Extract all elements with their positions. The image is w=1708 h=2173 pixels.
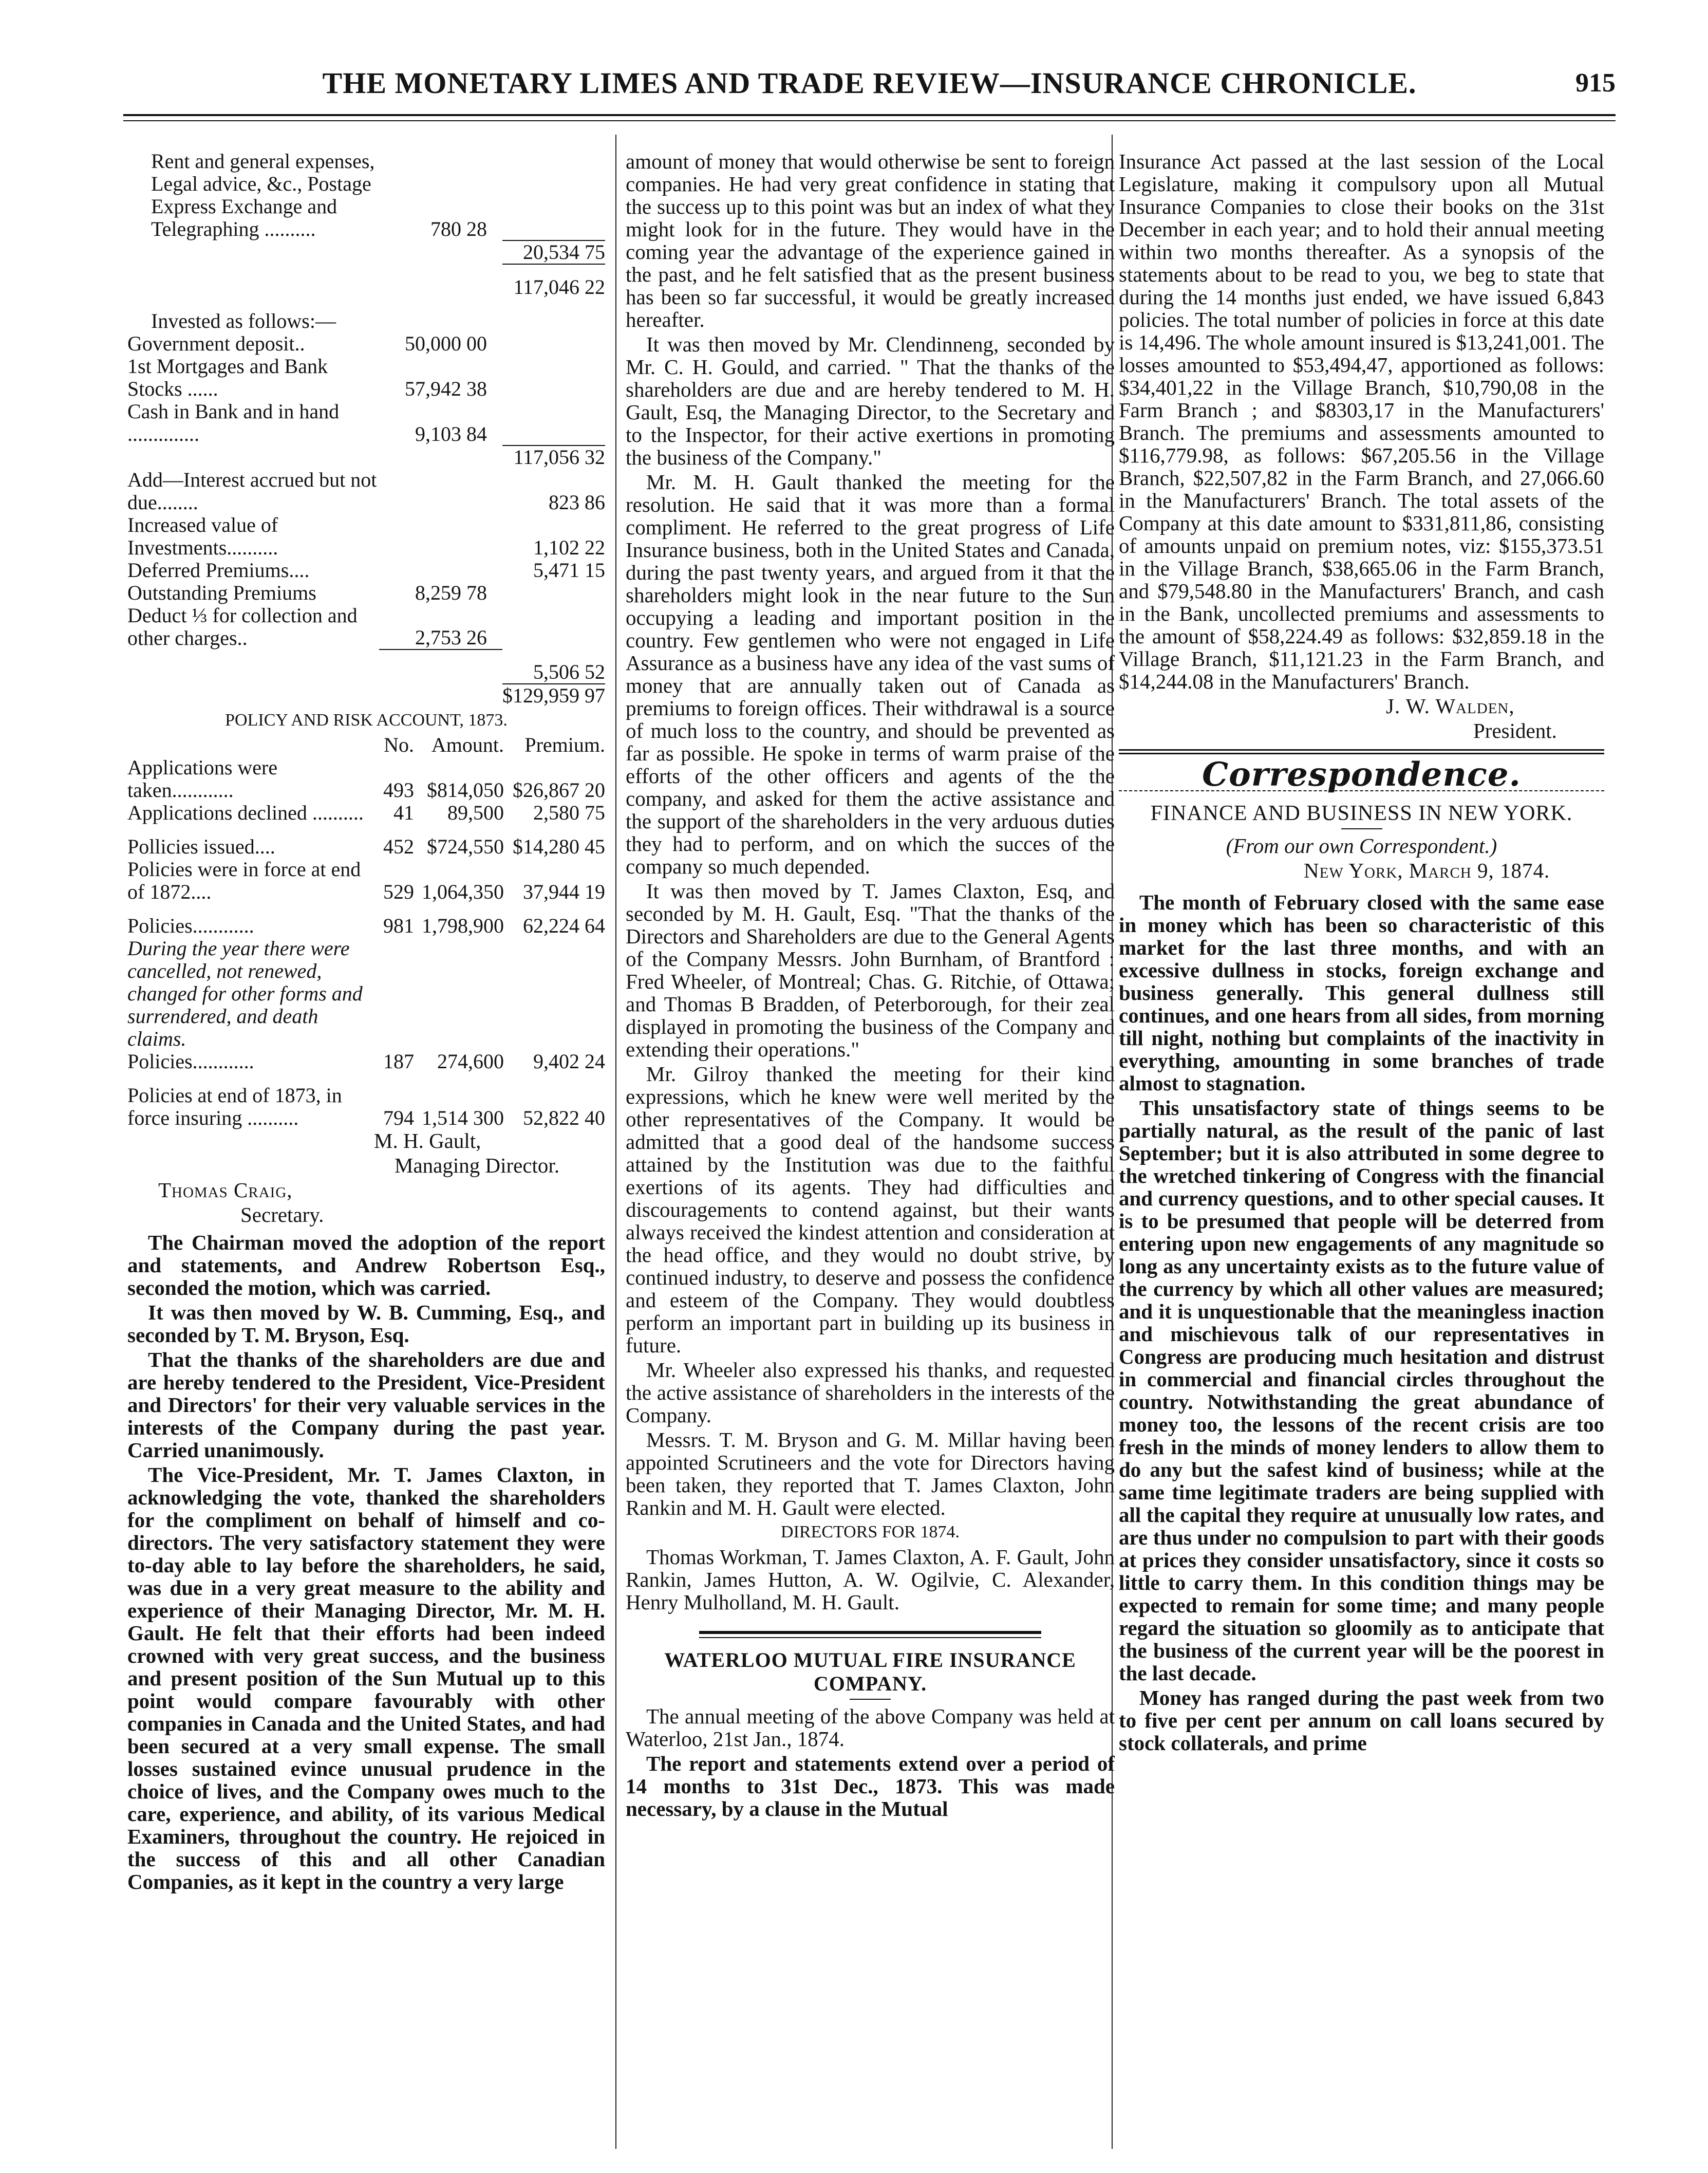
account-amt	[502, 150, 605, 240]
account-row	[127, 514, 605, 559]
account-mid: 8,259 78	[415, 581, 487, 604]
policy-amount: $814,050	[427, 778, 504, 802]
policy-label: Policies............	[127, 914, 254, 937]
accounts-table	[127, 150, 605, 707]
account-label: 1st Mortgages and Bank Stocks ......	[127, 355, 328, 400]
header-rule	[123, 114, 1616, 116]
account-label: Rent and general expenses, Legal advice, &c., Postage Express Exchange and Telegraphing ..........	[151, 150, 375, 240]
paragraph: Money has ranged during the past week from two to five per cent per annum on call loans secured by stock collaterals, and prime	[1119, 1686, 1604, 1755]
account-row	[127, 240, 605, 264]
paragraph: This unsatisfactory state of things seems to be partially natural, as the result of the panic of last September; but it is also attributed in some degree to the wretched tinkering of Congress with the financial and currency questions, and to other special causes. It is to be presumed that people will be deterred from entering upon new engagements of any magnitude so long as any uncertainty exists as to the future value of the currency by which all other values are measured; and it is unquestionable that the meaningless inaction and mischievous talk of our representatives in Congress are producing much hesitation and distrust in commercial and financial circles throughout the country. Notwithstanding the great abundance of money too, the lessons of the recent crisis are too fresh in the minds of money lenders to allow them to do any but the safest kind of business; while at the same time legitimate traders are being supplied with all the capital they require at unusually low rates, and are thus under no compulsion to part with their goods at prices they consider unsatisfactory, since it costs so little to carry them. In this condition things may be expected to remain for some time; and many people regard the situation so gloomily as to anticipate that the business of the current year will be the poorest in the last decade.	[1119, 1096, 1604, 1685]
paragraph: The report and statements extend over a period of 14 months to 31st Dec., 1873. This was made necessary, by a clause in the Mutual	[626, 1752, 1115, 1821]
column-3	[1119, 150, 1604, 2149]
paragraph: It was then moved by Mr. Clendinneng, seconded by Mr. C. H. Gould, and carried. " That the thanks of the shareholders are due and are hereby tendered to M. H. Gault, Esq, the Managing Director, to the Secretary and to the Inspector, for their active exertions in promoting the business of the Company."	[626, 332, 1115, 469]
policy-label: Policies at end of 1873, in force insuring ..........	[127, 1084, 342, 1129]
account-row	[127, 150, 605, 240]
policy-premium: $26,867 20	[513, 778, 605, 802]
account-mid: 2,753 26	[379, 604, 502, 649]
directors-list: Thomas Workman, T. James Claxton, A. F. Gault, John Rankin, James Hutton, A. W. Ogilvie, C. Alexander, Henry Mulholland, M. H. Gault.	[626, 1545, 1115, 1614]
account-row	[127, 264, 605, 299]
policy-label: Applications declined ..........	[127, 801, 364, 824]
column-2	[626, 150, 1115, 2149]
policy-amount: 89,500	[447, 801, 504, 824]
policy-label: Applications were taken............	[127, 756, 278, 802]
policy-no: 493	[383, 778, 414, 802]
walden-signature: J. W. Walden,	[1386, 694, 1515, 718]
policy-row	[127, 937, 605, 1050]
paragraph: The Chairman moved the adoption of the report and statements, and Andrew Robertson Esq., seconded the motion, which was carried.	[127, 1231, 605, 1299]
paragraph: It was then moved by T. James Claxton, Esq, and seconded by M. H. Gault, Esq. "That the thanks of the Directors and Shareholders are due to the General Agents of the Company Messrs. John Burnham, of Brantford : Fred Wheeler, of Montreal; Chas. G. Ritchie, of Ottawa; and Thomas B Bradden, of Peterborough, for their zeal displayed in promoting the business of the Company and extending their operations."	[626, 879, 1115, 1061]
account-amt: 5,506 52	[533, 660, 605, 683]
policy-premium: 52,822 40	[523, 1106, 605, 1129]
paragraph: Messrs. T. M. Bryson and G. M. Millar having been appointed Scrutineers and the vote for Directors having been taken, they reported that T. James Claxton, John Rankin and M. H. Gault were elected.	[626, 1428, 1115, 1519]
correspondence-heading: Correspondence.	[1202, 755, 1521, 794]
account-row	[127, 604, 605, 649]
paragraph: It was then moved by W. B. Cumming, Esq., and seconded by T. M. Bryson, Esq.	[127, 1301, 605, 1347]
policy-no: 529	[383, 880, 414, 903]
policy-row	[127, 903, 605, 937]
policy-table	[127, 734, 605, 1129]
account-amt: 1,102 22	[533, 536, 605, 559]
short-rule	[850, 1699, 891, 1700]
account-amt: 823 86	[549, 491, 605, 514]
policy-amount: 274,600	[437, 1050, 504, 1073]
account-label: Outstanding Premiums	[127, 581, 316, 604]
section-divider	[699, 1631, 1041, 1634]
section-double-rule	[1119, 749, 1604, 754]
craig-title: Secretary.	[240, 1203, 324, 1227]
policy-row	[127, 824, 605, 858]
account-mid: 9,103 84	[415, 422, 487, 445]
account-label: Deduct ⅓ for collection and other charges..	[127, 604, 358, 649]
account-row	[127, 355, 605, 400]
account-mid: 780 28	[430, 217, 487, 240]
paragraph: Mr. Gilroy thanked the meeting for their kind expressions, which he knew were well merited by the other representatives of the Company. It would be admitted that a good deal of the handsome success attained by the Institution was due to the faithful exertions of its agents. They had difficulties and discouragements to contend against, but their wants always received the kindest attention and consideration at the head office, and they would no doubt strive, by continued industry, to deserve and possess the confidence and esteem of the Company. They would doubtless perform an important part in building up its business in future.	[626, 1062, 1115, 1357]
running-title: THE MONETARY LIMES AND TRADE REVIEW—INSURANCE CHRONICLE.	[322, 66, 1417, 100]
account-row	[127, 582, 605, 604]
policy-amount: 1,064,350	[422, 880, 504, 903]
column-1	[127, 150, 605, 2149]
policy-no: 452	[383, 835, 414, 858]
gault-title: Managing Director.	[395, 1154, 560, 1177]
account-label: Add—Interest accrued but not due........	[127, 468, 377, 514]
account-mid: 57,942 38	[405, 377, 487, 400]
account-row	[127, 469, 605, 514]
section-divider-thin	[699, 1637, 1041, 1638]
account-amt: 20,534 75	[502, 240, 605, 264]
account-row	[127, 649, 605, 684]
waterloo-title: WATERLOO MUTUAL FIRE INSURANCE COMPANY.	[664, 1648, 1076, 1695]
policy-label: During the year there were cancelled, not renewed, changed for other forms and surrendered, and death claims.	[127, 937, 363, 1050]
paragraph: The Vice-President, Mr. T. James Claxton, in acknowledging the vote, thanked the shareholders for the compliment on behalf of himself and co-directors. The very satisfactory statement they were to-day able to lay before the shareholders, he said, was due in a very great measure to the ability and experience of their Managing Director, Mr. M. H. Gault. He felt that their efforts had been indeed crowned with very great success, and the business and present position of the Sun Mutual up to this point would compare favourably with other companies in Canada and the United States, and had been secured at a very small expense. The small losses sustained evince unusual prudence in the choice of lives, and the Company owes much to the care, experience, and ability, of its various Medical Examiners, throughout the country. He rejoiced in the success of this and all other Canadian Companies, as it kept in the country a very large	[127, 1463, 605, 1893]
policy-premium: $14,280 45	[513, 835, 605, 858]
account-row	[127, 559, 605, 582]
policy-no: 41	[393, 801, 414, 824]
byline: (From our own Correspondent.)	[1226, 834, 1497, 858]
policy-row	[127, 1073, 605, 1129]
page-header	[123, 55, 1616, 112]
policy-premium: 2,580 75	[533, 801, 605, 824]
craig-signature: Thomas Craig,	[158, 1178, 293, 1202]
policy-header-row	[127, 734, 605, 756]
account-label: Increased value of Investments..........	[127, 513, 278, 559]
account-label: Invested as follows:—	[151, 309, 336, 332]
policy-premium: 9,402 24	[533, 1050, 605, 1073]
policy-label: Policies were in force at end of 1872....	[127, 858, 361, 903]
policy-header-premium: Premium.	[524, 733, 605, 756]
policy-premium: 62,224 64	[523, 914, 605, 937]
header-rule-thin	[123, 120, 1616, 121]
account-amt: 117,046 22	[502, 264, 605, 299]
account-row	[127, 400, 605, 445]
directors-title: DIRECTORS FOR 1874.	[781, 1522, 960, 1541]
policy-amount: 1,514 300	[422, 1106, 504, 1129]
column-rule-1	[615, 135, 616, 2149]
dateline: New York, March 9, 1874.	[1304, 859, 1550, 882]
account-label: Deferred Premiums....	[127, 559, 310, 582]
policy-label: Policies............	[127, 1050, 254, 1073]
policy-row	[127, 802, 605, 824]
policy-premium: 37,944 19	[523, 880, 605, 903]
policy-label: Pollicies issued....	[127, 835, 275, 858]
account-amt: 5,471 15	[533, 559, 605, 582]
policy-header-amount: Amount.	[431, 733, 504, 756]
paragraph: Insurance Act passed at the last session of the Local Legislature, making it compulsory upon all Mutual Insurance Companies to close their books on the 31st December in each year; and to hold their annual meeting within two months thereafter. As a synopsis of the statements about to be read to you, we beg to state that during the 14 months just ended, we have issued 6,843 policies. The total number of policies in force at this date is 14,496. The whole amount insured is $13,241,001. The losses amounted to $53,494,47, apportioned as follows: $34,401,22 in the Village Branch, $10,790,08 in the Farm Branch ; and $8303,17 in the Manufacturers' Branch. The premiums and assessments amounted to $116,779.98, as follows: $67,205.56 in the Village Branch, $22,507,82 in the Farm Branch, and 27,066.60 in the Manufacturers' Branch. The total assets of the Company at this date amount to $331,811,86, consisting of amounts unpaid on premium notes, viz: $155,373.51 in the Village Branch, $38,665.06 in the Farm Branch, and $79,548.80 in the Manufacturers' Branch, and cash in the Bank, uncollected premiums and assessments to the amount of $58,224.49 as follows: $32,859.18 in the Village Branch, $11,121.23 in the Farm Branch, and $14,244.08 in the Manufacturers' Branch.	[1119, 150, 1604, 693]
account-mid: 50,000 00	[405, 332, 487, 355]
page-number: 915	[1575, 68, 1616, 98]
policy-no: 794	[383, 1106, 414, 1129]
policy-amount: $724,550	[427, 835, 504, 858]
short-rule	[1341, 828, 1382, 829]
account-amt: 117,056 32	[502, 445, 605, 469]
account-label: Cash in Bank and in hand ..............	[127, 400, 340, 445]
account-row	[127, 332, 605, 355]
policy-row	[127, 858, 605, 903]
gault-signature: M. H. Gault,	[374, 1129, 481, 1153]
paragraph: Mr. Wheeler also expressed his thanks, and requested the active assistance of shareholders in the interests of the Company.	[626, 1358, 1115, 1427]
account-row	[127, 299, 605, 332]
paragraph: The month of February closed with the same ease in money which has been so characteristic of this market for the last three months, and with an excessive dullness in stocks, foreign exchange and business generally. This general dullness still continues, and one hears from all sides, from morning till night, nothing but complaints of the inactivity in everything, amounting in some branches of trade almost to stagnation.	[1119, 890, 1604, 1095]
policy-no: 187	[383, 1050, 414, 1073]
paragraph: Mr. M. H. Gault thanked the meeting for the resolution. He said that it was more than a formal compliment. He referred to the great progress of Life Insurance business, both in the United States and Canada, during the past twenty years, and argued from it that the shareholders might look in the near future to the Sun occupying a leading and important position in the country. Few gentlemen who were not engaged in Life Assurance as a business have any idea of the vast sums of money that are annually taken out of Canada as premiums to foreign offices. Their withdrawal is a source of much loss to the country, and should be prevented as far as possible. He spoke in terms of warm praise of the efforts of the other officers and agents of the the company, and asked for them the active assistance and the support of the shareholders in the very arduous duties they had to perform, and on which the succes of the company so much depended.	[626, 470, 1115, 878]
account-row	[127, 445, 605, 469]
policy-amount: 1,798,900	[422, 914, 504, 937]
policy-row	[127, 1050, 605, 1073]
paragraph: That the thanks of the shareholders are due and are hereby tendered to the President, Vice-President and Directors' for their very valuable services in the interests of the Company during the past year. Carried unanimously.	[127, 1348, 605, 1462]
paragraph: The annual meeting of the above Company was held at Waterloo, 21st Jan., 1874.	[626, 1704, 1115, 1751]
policy-no: 981	[383, 914, 414, 937]
account-row	[127, 684, 605, 707]
policy-header-no: No.	[384, 733, 414, 756]
account-amt: $129,959 97	[502, 684, 605, 707]
walden-title: President.	[1473, 719, 1557, 742]
paragraph: amount of money that would otherwise be sent to foreign companies. He had very great confidence in stating that the success up to this point was but an index of what they might look for in the future. They would have in the coming year the advantage of the experience gained in the past, and he felt satisfied that as the present business has been so far successful, it would be greatly increased hereafter.	[626, 150, 1115, 331]
account-label: Government deposit..	[127, 332, 305, 355]
article-title: FINANCE AND BUSINESS IN NEW YORK.	[1150, 802, 1573, 825]
policy-account-title: POLICY AND RISK ACCOUNT, 1873.	[225, 711, 508, 730]
policy-row	[127, 756, 605, 802]
